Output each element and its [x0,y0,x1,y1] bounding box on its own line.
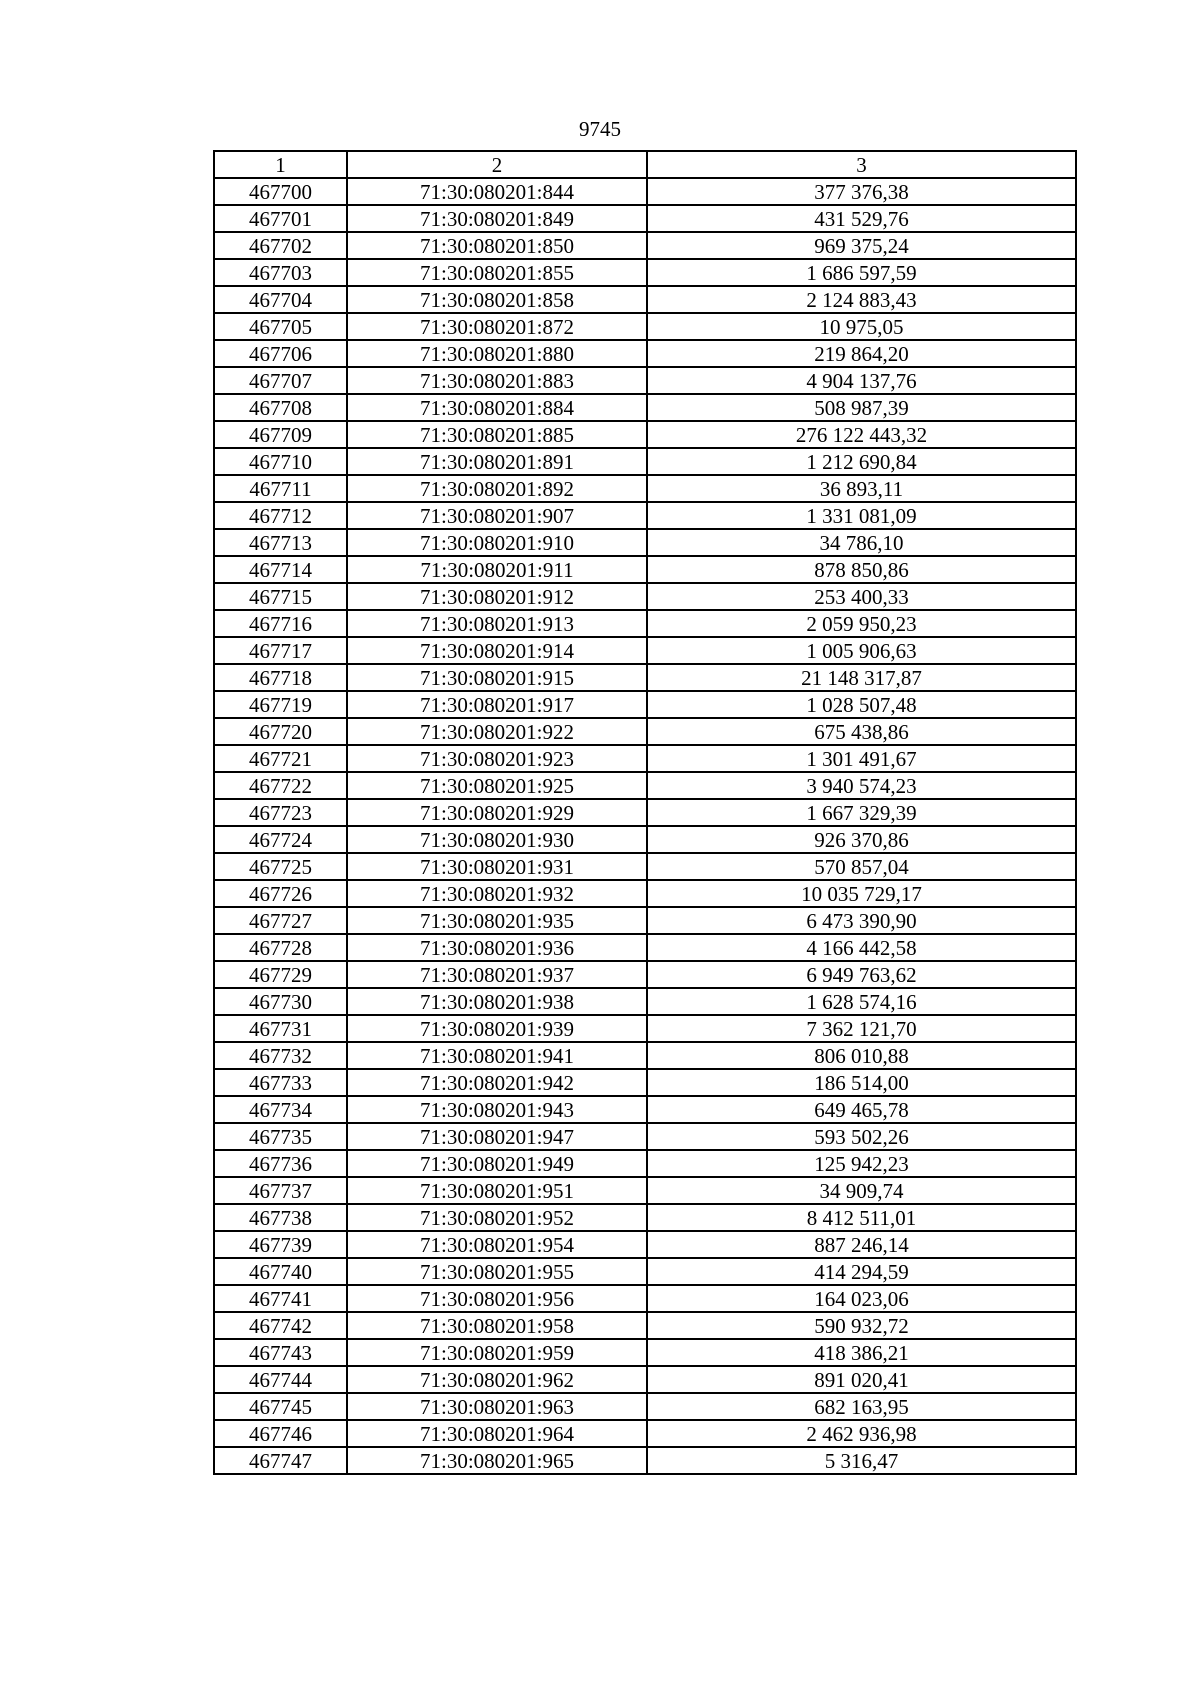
table-row [214,637,1076,664]
table-row [214,1231,1076,1258]
value-cell: 34 909,74 [647,1177,1076,1204]
value-cell: 2 059 950,23 [647,610,1076,637]
row-number-cell: 467704 [214,286,347,313]
row-number-cell: 467715 [214,583,347,610]
row-number-cell: 467709 [214,421,347,448]
table-row [214,583,1076,610]
row-number-cell: 467739 [214,1231,347,1258]
row-number-cell: 467737 [214,1177,347,1204]
value-cell: 969 375,24 [647,232,1076,259]
table-row [214,1150,1076,1177]
row-number-cell: 467745 [214,1393,347,1420]
row-number-cell: 467730 [214,988,347,1015]
cadastral-number-cell: 71:30:080201:884 [347,394,647,421]
cadastral-number-cell: 71:30:080201:930 [347,826,647,853]
row-number-cell: 467725 [214,853,347,880]
table-body [214,178,1076,1474]
table-row [214,1177,1076,1204]
column-header-3: 3 [647,151,1076,178]
value-cell: 7 362 121,70 [647,1015,1076,1042]
value-cell: 891 020,41 [647,1366,1076,1393]
table-row [214,394,1076,421]
value-cell: 675 438,86 [647,718,1076,745]
row-number-cell: 467746 [214,1420,347,1447]
table-row [214,529,1076,556]
table-row [214,556,1076,583]
row-number-cell: 467718 [214,664,347,691]
row-number-cell: 467710 [214,448,347,475]
cadastral-number-cell: 71:30:080201:949 [347,1150,647,1177]
cadastral-number-cell: 71:30:080201:844 [347,178,647,205]
value-cell: 1 628 574,16 [647,988,1076,1015]
table-row [214,988,1076,1015]
cadastral-number-cell: 71:30:080201:892 [347,475,647,502]
value-cell: 1 028 507,48 [647,691,1076,718]
value-cell: 414 294,59 [647,1258,1076,1285]
value-cell: 2 462 936,98 [647,1420,1076,1447]
cadastral-number-cell: 71:30:080201:849 [347,205,647,232]
value-cell: 253 400,33 [647,583,1076,610]
table-row [214,853,1076,880]
value-cell: 2 124 883,43 [647,286,1076,313]
table-row [214,313,1076,340]
table-row [214,1420,1076,1447]
cadastral-number-cell: 71:30:080201:943 [347,1096,647,1123]
value-cell: 926 370,86 [647,826,1076,853]
row-number-cell: 467747 [214,1447,347,1474]
table-row [214,1015,1076,1042]
cadastral-number-cell: 71:30:080201:935 [347,907,647,934]
cadastral-number-cell: 71:30:080201:911 [347,556,647,583]
cadastral-number-cell: 71:30:080201:947 [347,1123,647,1150]
value-cell: 6 949 763,62 [647,961,1076,988]
row-number-cell: 467706 [214,340,347,367]
table-row [214,799,1076,826]
value-cell: 10 975,05 [647,313,1076,340]
row-number-cell: 467724 [214,826,347,853]
row-number-cell: 467727 [214,907,347,934]
value-cell: 125 942,23 [647,1150,1076,1177]
row-number-cell: 467728 [214,934,347,961]
value-cell: 593 502,26 [647,1123,1076,1150]
row-number-cell: 467729 [214,961,347,988]
table-row [214,664,1076,691]
cadastral-number-cell: 71:30:080201:956 [347,1285,647,1312]
table-row [214,1366,1076,1393]
cadastral-number-cell: 71:30:080201:941 [347,1042,647,1069]
cadastral-number-cell: 71:30:080201:883 [347,367,647,394]
cadastral-number-cell: 71:30:080201:858 [347,286,647,313]
cadastral-number-cell: 71:30:080201:937 [347,961,647,988]
table-row [214,1042,1076,1069]
table-row [214,934,1076,961]
cadastral-number-cell: 71:30:080201:922 [347,718,647,745]
table-row [214,1339,1076,1366]
cadastral-number-cell: 71:30:080201:917 [347,691,647,718]
value-cell: 6 473 390,90 [647,907,1076,934]
table-row [214,1312,1076,1339]
column-header-2: 2 [347,151,647,178]
table-row [214,1447,1076,1474]
value-cell: 682 163,95 [647,1393,1076,1420]
cadastral-number-cell: 71:30:080201:962 [347,1366,647,1393]
page-number: 9745 [579,117,621,141]
cadastral-number-cell: 71:30:080201:951 [347,1177,647,1204]
row-number-cell: 467731 [214,1015,347,1042]
value-cell: 219 864,20 [647,340,1076,367]
cadastral-number-cell: 71:30:080201:855 [347,259,647,286]
table-row [214,1204,1076,1231]
value-cell: 34 786,10 [647,529,1076,556]
value-cell: 1 667 329,39 [647,799,1076,826]
table-row [214,907,1076,934]
table-row [214,421,1076,448]
cadastral-number-cell: 71:30:080201:942 [347,1069,647,1096]
table-row [214,961,1076,988]
value-cell: 570 857,04 [647,853,1076,880]
column-header-1: 1 [214,151,347,178]
value-cell: 276 122 443,32 [647,421,1076,448]
table-row [214,448,1076,475]
cadastral-number-cell: 71:30:080201:964 [347,1420,647,1447]
row-number-cell: 467722 [214,772,347,799]
table-row [214,475,1076,502]
row-number-cell: 467717 [214,637,347,664]
value-cell: 5 316,47 [647,1447,1076,1474]
row-number-cell: 467734 [214,1096,347,1123]
row-number-cell: 467733 [214,1069,347,1096]
row-number-cell: 467708 [214,394,347,421]
table-row [214,232,1076,259]
row-number-cell: 467716 [214,610,347,637]
value-cell: 887 246,14 [647,1231,1076,1258]
table-row [214,259,1076,286]
row-number-cell: 467705 [214,313,347,340]
row-number-cell: 467741 [214,1285,347,1312]
row-number-cell: 467700 [214,178,347,205]
cadastral-number-cell: 71:30:080201:907 [347,502,647,529]
cadastral-number-cell: 71:30:080201:923 [347,745,647,772]
value-cell: 590 932,72 [647,1312,1076,1339]
cadastral-number-cell: 71:30:080201:936 [347,934,647,961]
cadastral-number-cell: 71:30:080201:952 [347,1204,647,1231]
table-row [214,1123,1076,1150]
value-cell: 649 465,78 [647,1096,1076,1123]
row-number-cell: 467744 [214,1366,347,1393]
row-number-cell: 467707 [214,367,347,394]
value-cell: 4 904 137,76 [647,367,1076,394]
value-cell: 1 331 081,09 [647,502,1076,529]
value-cell: 21 148 317,87 [647,664,1076,691]
table-row [214,772,1076,799]
row-number-cell: 467711 [214,475,347,502]
cadastral-number-cell: 71:30:080201:885 [347,421,647,448]
value-cell: 806 010,88 [647,1042,1076,1069]
value-cell: 878 850,86 [647,556,1076,583]
table-row [214,1258,1076,1285]
cadastral-number-cell: 71:30:080201:891 [347,448,647,475]
cadastral-number-cell: 71:30:080201:880 [347,340,647,367]
cadastral-number-cell: 71:30:080201:872 [347,313,647,340]
cadastral-number-cell: 71:30:080201:932 [347,880,647,907]
cadastral-number-cell: 71:30:080201:965 [347,1447,647,1474]
cadastral-number-cell: 71:30:080201:913 [347,610,647,637]
cadastral-number-cell: 71:30:080201:955 [347,1258,647,1285]
row-number-cell: 467726 [214,880,347,907]
row-number-cell: 467703 [214,259,347,286]
cadastral-number-cell: 71:30:080201:958 [347,1312,647,1339]
value-cell: 4 166 442,58 [647,934,1076,961]
register-table [213,150,1077,1475]
table-row [214,691,1076,718]
value-cell: 377 376,38 [647,178,1076,205]
row-number-cell: 467702 [214,232,347,259]
row-number-cell: 467713 [214,529,347,556]
value-cell: 164 023,06 [647,1285,1076,1312]
table-row [214,826,1076,853]
table-row [214,1096,1076,1123]
table-row [214,1069,1076,1096]
value-cell: 1 686 597,59 [647,259,1076,286]
value-cell: 1 301 491,67 [647,745,1076,772]
row-number-cell: 467736 [214,1150,347,1177]
value-cell: 508 987,39 [647,394,1076,421]
row-number-cell: 467701 [214,205,347,232]
table-row [214,718,1076,745]
cadastral-number-cell: 71:30:080201:931 [347,853,647,880]
cadastral-number-cell: 71:30:080201:939 [347,1015,647,1042]
value-cell: 431 529,76 [647,205,1076,232]
row-number-cell: 467738 [214,1204,347,1231]
row-number-cell: 467732 [214,1042,347,1069]
cadastral-number-cell: 71:30:080201:850 [347,232,647,259]
row-number-cell: 467735 [214,1123,347,1150]
value-cell: 186 514,00 [647,1069,1076,1096]
table-row [214,610,1076,637]
value-cell: 10 035 729,17 [647,880,1076,907]
table-row [214,745,1076,772]
table-header-row [214,151,1076,178]
table-row [214,286,1076,313]
table-row [214,205,1076,232]
table-row [214,502,1076,529]
value-cell: 8 412 511,01 [647,1204,1076,1231]
row-number-cell: 467714 [214,556,347,583]
cadastral-number-cell: 71:30:080201:959 [347,1339,647,1366]
table-row [214,880,1076,907]
table-row [214,340,1076,367]
row-number-cell: 467740 [214,1258,347,1285]
cadastral-number-cell: 71:30:080201:938 [347,988,647,1015]
table-row [214,178,1076,205]
row-number-cell: 467720 [214,718,347,745]
value-cell: 1 005 906,63 [647,637,1076,664]
cadastral-number-cell: 71:30:080201:914 [347,637,647,664]
cadastral-number-cell: 71:30:080201:929 [347,799,647,826]
cadastral-number-cell: 71:30:080201:925 [347,772,647,799]
cadastral-number-cell: 71:30:080201:963 [347,1393,647,1420]
row-number-cell: 467712 [214,502,347,529]
row-number-cell: 467743 [214,1339,347,1366]
value-cell: 36 893,11 [647,475,1076,502]
value-cell: 3 940 574,23 [647,772,1076,799]
row-number-cell: 467723 [214,799,347,826]
cadastral-number-cell: 71:30:080201:910 [347,529,647,556]
table-row [214,1393,1076,1420]
table-row [214,1285,1076,1312]
cadastral-number-cell: 71:30:080201:912 [347,583,647,610]
cadastral-number-cell: 71:30:080201:954 [347,1231,647,1258]
row-number-cell: 467742 [214,1312,347,1339]
value-cell: 418 386,21 [647,1339,1076,1366]
table-row [214,367,1076,394]
cadastral-number-cell: 71:30:080201:915 [347,664,647,691]
value-cell: 1 212 690,84 [647,448,1076,475]
row-number-cell: 467719 [214,691,347,718]
row-number-cell: 467721 [214,745,347,772]
